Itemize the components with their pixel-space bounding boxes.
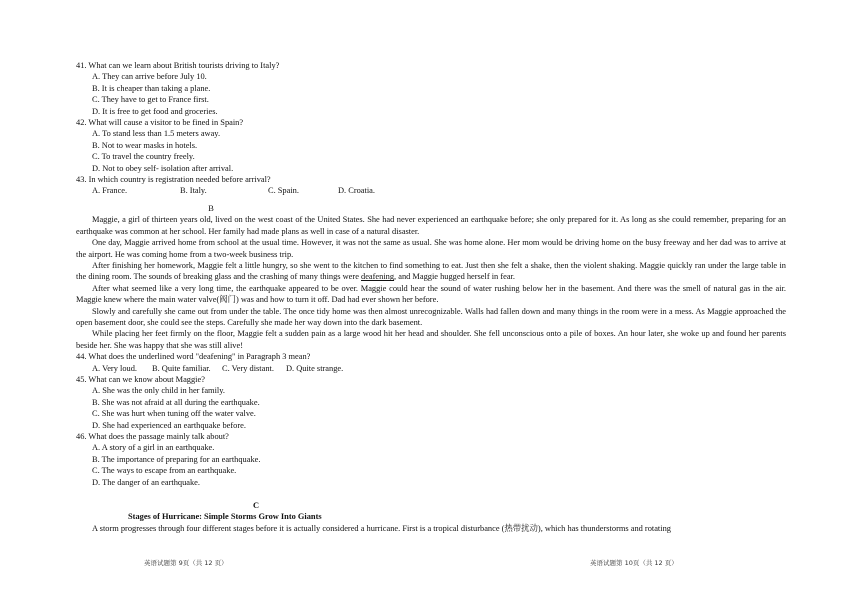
passage-b-p3 <box>76 260 786 283</box>
passage-b-p4: After what seemed like a very long time, the earthquake appeared to be over. Maggie could hear the sound of water rushing below her in the basement. And there was the smell of natural gas in the air. Maggie knew where the main water valve(阀门) was and how to turn it off. Dad had ever shown her before. <box>76 283 786 305</box>
option-43d: D. Croatia. <box>338 186 375 196</box>
option-42b: B. Not to wear masks in hotels. <box>92 140 198 150</box>
passage-b-p1: Maggie, a girl of thirteen years old, lived on the west coast of the United States. She had never experienced an earthquake before; she only prepared for it. As long as she could remember, preparing for an earthquake was common at her school. Her family had made plans as well in case of a natural disaster. <box>76 215 786 236</box>
option-41c: C. They have to get to France first. <box>92 95 209 105</box>
option-41d: D. It is free to get food and groceries. <box>92 106 218 116</box>
question-43: 43. In which country is registration needed before arrival? <box>76 175 271 185</box>
passage-b-p2: One day, Maggie arrived home from school at the usual time. However, it was not the same as usual. She was home alone. Her mom would be driving home on the busy freeway and her dad was to arrive at the airport. He was coming home from a two-week business trip. <box>76 238 786 259</box>
footer-left-page-number: 英语试题第 9页（共 12 页） <box>144 559 228 567</box>
passage-b-p5: Slowly and carefully she came out from under the table. The once tidy home was then almost unrecognizable. Walls had fallen down and many things in the room were in a mess. As Maggie approached the open basement door, she could see the steps. Carefully she made her way down into the dark basement. <box>76 306 786 327</box>
footer-right-page-number: 英语试题第 10页（共 12 页） <box>590 559 678 567</box>
option-43b: B. Italy. <box>180 186 207 196</box>
question-46: 46. What does the passage mainly talk about? <box>76 432 229 441</box>
options-43 <box>92 185 786 196</box>
option-44d: D. Quite strange. <box>286 363 344 373</box>
option-43c: C. Spain. <box>268 186 299 196</box>
question-42: 42. What will cause a visitor to be fined in Spain? <box>76 118 244 128</box>
option-46c: C. The ways to escape from an earthquake. <box>92 466 237 476</box>
option-46a: A. A story of a girl in an earthquake. <box>92 443 215 453</box>
option-41b: B. It is cheaper than taking a plane. <box>92 83 211 93</box>
option-45b: B. She was not afraid at all during the earthquake. <box>92 397 260 407</box>
options-44 <box>92 363 786 374</box>
passage-b-p6: While placing her feet firmly on the floor, Maggie felt a sudden pain as a large wood hit her head and shoulder. She fell unconscious onto a pile of boxes. An hour later, she woke up and found her parents beside her. She was happy that she was still alive! <box>76 329 786 350</box>
passage-b-p3-end: , and Maggie hugged herself in fear. <box>394 272 515 282</box>
option-44b: B. Quite familiar. <box>152 363 211 373</box>
option-45a: A. She was the only child in her family. <box>92 386 225 396</box>
option-42d: D. Not to obey self- isolation after arrival. <box>92 163 234 173</box>
option-43a: A. France. <box>92 186 128 196</box>
passage-b-p3-start: After finishing her homework, Maggie felt a little hungry, so she went to the kitchen to find something to eat. Just then she felt a shake, then the violent shaking. Maggie quickly ran under the large table in the dining room. The sounds of breaking glass and the crashing of many things were <box>76 260 786 282</box>
passage-c-p1: A storm progresses through four different stages before it is actually considered a hurricane. First is a tropical disturbance (热带扰动), which has thunderstorms and rotating <box>92 523 671 533</box>
option-44a: A. Very loud. <box>92 363 137 373</box>
page-content <box>76 60 786 534</box>
option-42c: C. To travel the country freely. <box>92 152 195 162</box>
question-41: 41. What can we learn about British tourists driving to Italy? <box>76 61 280 70</box>
option-42a: A. To stand less than 1.5 meters away. <box>92 129 221 139</box>
option-41a: A. They can arrive before July 10. <box>92 72 207 82</box>
section-c-label: C <box>252 501 260 511</box>
option-45c: C. She was hurt when tuning off the water valve. <box>92 409 256 419</box>
option-44c: C. Very distant. <box>222 363 274 373</box>
underlined-word: deafening <box>361 272 395 282</box>
option-46d: D. The danger of an earthquake. <box>92 477 200 487</box>
option-45d: D. She had experienced an earthquake before. <box>92 420 246 430</box>
question-45: 45. What can we know about Maggie? <box>76 374 205 384</box>
passage-c-title: Stages of Hurricane: Simple Storms Grow Into Giants <box>128 512 322 522</box>
option-46b: B. The importance of preparing for an earthquake. <box>92 454 261 464</box>
section-b-label: B <box>208 203 214 213</box>
question-44: 44. What does the underlined word "deafening" in Paragraph 3 mean? <box>76 352 311 362</box>
